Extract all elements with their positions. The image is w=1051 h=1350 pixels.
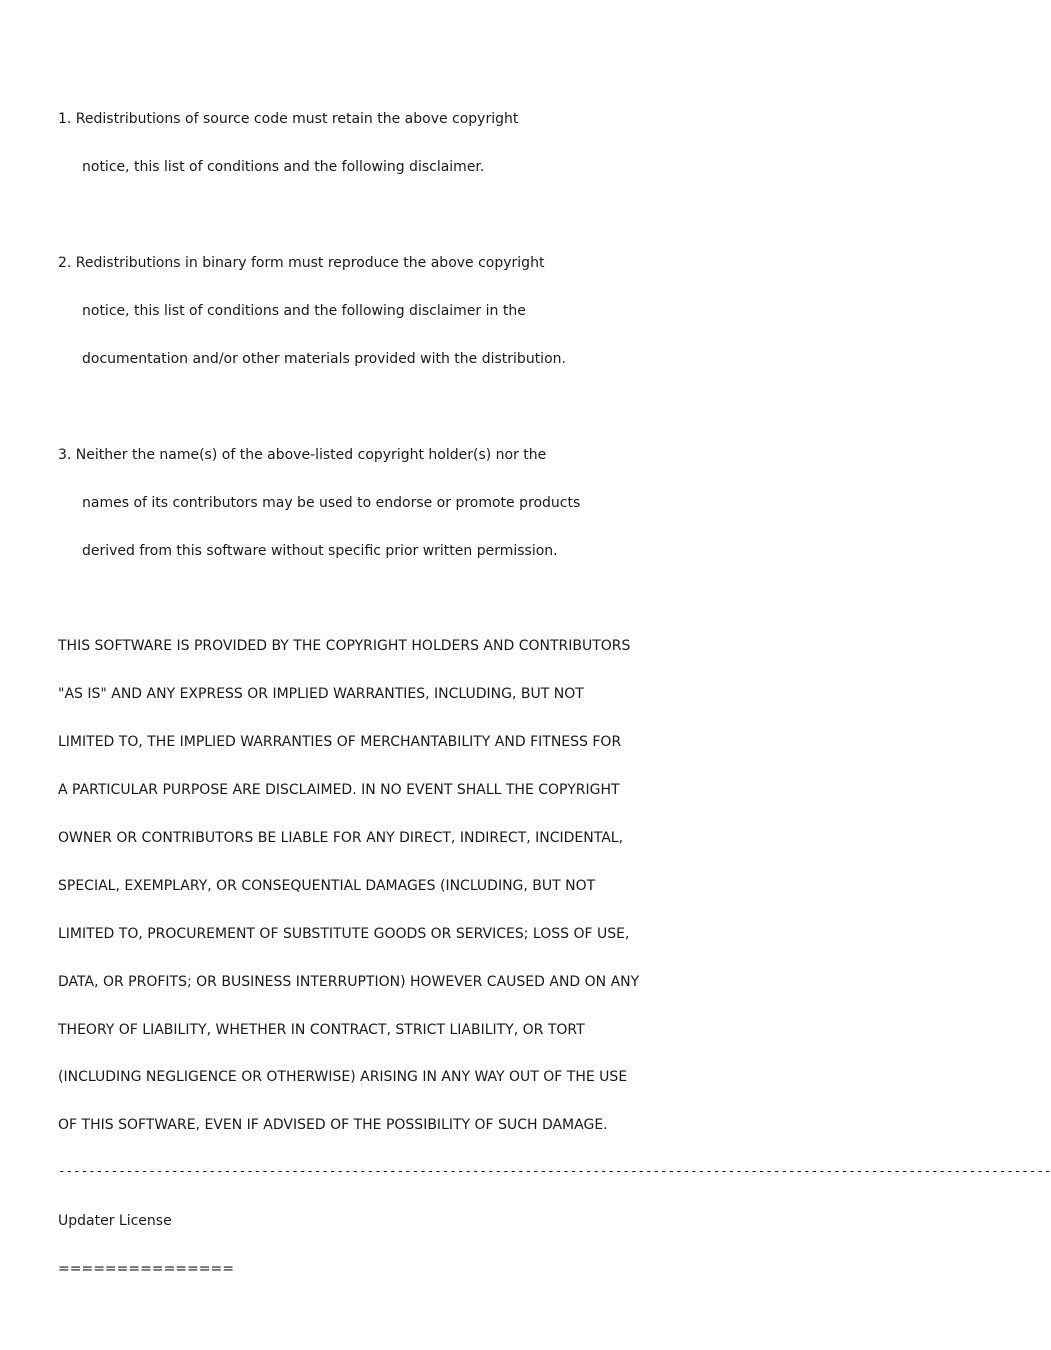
condition-1-line-2: notice, this list of conditions and the following disclaimer. [82, 159, 485, 175]
condition-1-line-1: 1. Redistributions of source code must retain the above copyright [58, 111, 519, 127]
disclaimer-line: OWNER OR CONTRIBUTORS BE LIABLE FOR ANY DIRECT, INDIRECT, INCIDENTAL, [58, 830, 624, 846]
condition-2-line-3: documentation and/or other materials provided with the distribution. [82, 351, 566, 367]
disclaimer-line: THIS SOFTWARE IS PROVIDED BY THE COPYRIGHT HOLDERS AND CONTRIBUTORS [58, 638, 631, 654]
disclaimer-line: A PARTICULAR PURPOSE ARE DISCLAIMED. IN NO EVENT SHALL THE COPYRIGHT [58, 782, 620, 798]
disclaimer-line: (INCLUDING NEGLIGENCE OR OTHERWISE) ARISING IN ANY WAY OUT OF THE USE [58, 1069, 628, 1085]
disclaimer-line: OF THIS SOFTWARE, EVEN IF ADVISED OF THE POSSIBILITY OF SUCH DAMAGE. [58, 1117, 608, 1133]
section-title-underline: =============== [58, 1261, 234, 1277]
disclaimer-line: "AS IS" AND ANY EXPRESS OR IMPLIED WARRANTIES, INCLUDING, BUT NOT [58, 686, 584, 702]
condition-2-line-1: 2. Redistributions in binary form must reproduce the above copyright [58, 255, 545, 271]
disclaimer-line: LIMITED TO, THE IMPLIED WARRANTIES OF MERCHANTABILITY AND FITNESS FOR [58, 734, 622, 750]
section-separator: ------------------------------------------------------------------------------------------------------------------------------------ [58, 1163, 1051, 1178]
disclaimer-line: THEORY OF LIABILITY, WHETHER IN CONTRACT, STRICT LIABILITY, OR TORT [58, 1022, 585, 1038]
condition-3-line-1: 3. Neither the name(s) of the above-listed copyright holder(s) nor the [58, 447, 547, 463]
condition-2-line-2: notice, this list of conditions and the following disclaimer in the [82, 303, 526, 319]
condition-3-line-2: names of its contributors may be used to endorse or promote products [82, 495, 581, 511]
disclaimer-line: SPECIAL, EXEMPLARY, OR CONSEQUENTIAL DAMAGES (INCLUDING, BUT NOT [58, 878, 596, 894]
section-title: Updater License [58, 1213, 172, 1229]
disclaimer-line: LIMITED TO, PROCUREMENT OF SUBSTITUTE GOODS OR SERVICES; LOSS OF USE, [58, 926, 630, 942]
disclaimer-line: DATA, OR PROFITS; OR BUSINESS INTERRUPTION) HOWEVER CAUSED AND ON ANY [58, 974, 640, 990]
condition-3-line-3: derived from this software without specific prior written permission. [82, 543, 558, 559]
